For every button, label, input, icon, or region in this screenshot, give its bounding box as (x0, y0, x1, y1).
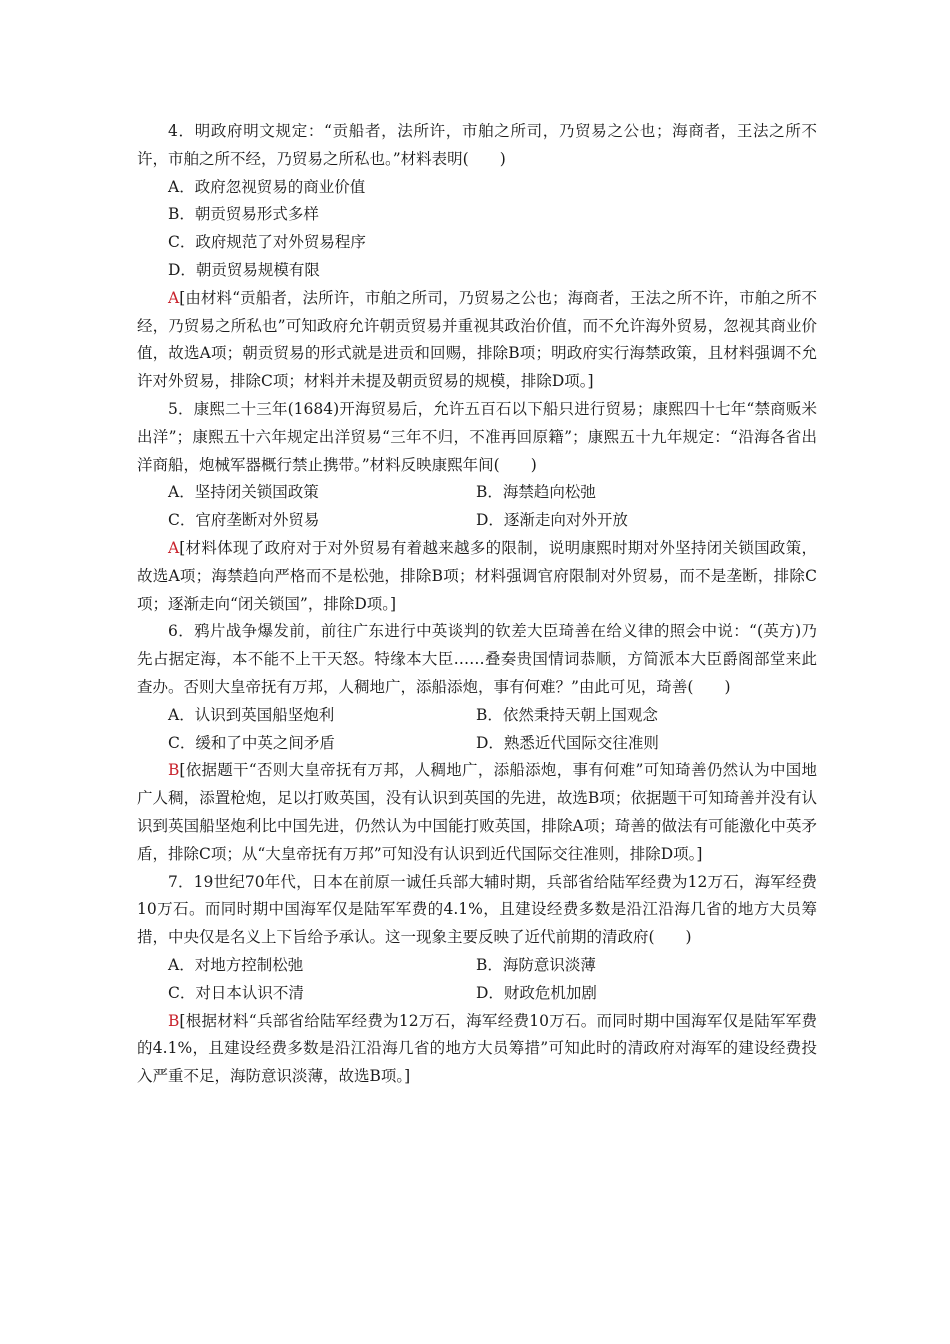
option-d: D．朝贡贸易规模有限 (168, 260, 320, 279)
option-a: A．对地方控制松弛 (168, 955, 304, 974)
explanation-text: [根据材料“兵部省给陆军经费为12万石，海军经费10万石。而同时期中国海军仅是陆军军费的4.1%，且建设经费多数是沿江沿海几省的地方大员筹措”可知此时的清政府对海军的建设经费投入严重不足，海防意识淡薄，故选B项。] (137, 1011, 817, 1086)
option-b: B．海禁趋向松弛 (476, 483, 596, 502)
question-stem: 5．康熙二十三年(1684)开海贸易后，允许五百石以下船只进行贸易；康熙四十七年“禁商贩米出洋”；康熙五十六年规定出洋贸易“三年不归，不准再回原籍”；康熙五十九年规定：“沿海各省出洋商船，炮械军器概行禁止携带。”材料反映康熙年间( ) (137, 399, 817, 474)
explanation-text: [材料体现了政府对于对外贸易有着越来越多的限制，说明康熙时期对外坚持闭关锁国政策，故选A项；海禁趋向严格而不是松弛，排除B项；材料强调官府限制对外贸易，而不是垄断，排除C项；逐渐走向“闭关锁国”，排除D项。] (137, 538, 817, 613)
option-c: C．对日本认识不清 (168, 983, 304, 1002)
option-b: B．海防意识淡薄 (476, 955, 596, 974)
option-b: B．依然秉持天朝上国观念 (476, 705, 658, 724)
option-row (137, 952, 817, 980)
question-stem: 4．明政府明文规定：“贡船者，法所许，市舶之所司，乃贸易之公也；海商者，王法之所不许，市舶之所不经，乃贸易之所私也。”材料表明( ) (137, 122, 817, 168)
question-5 (137, 396, 817, 618)
option-a: A．政府忽视贸易的商业价值 (168, 177, 366, 196)
answer-key: A (168, 288, 180, 307)
option-c: C．缓和了中英之间矛盾 (168, 733, 335, 752)
question-stem: 6．鸦片战争爆发前，前往广东进行中英谈判的钦差大臣琦善在给义律的照会中说：“(英方)乃先占据定海，本不能不上干天怒。特缘本大臣……叠奏贵国情词恭顺，方简派本大臣爵阁部堂来此查办。否则大皇帝抚有万邦，人稠地广，添船添炮，事有何难？”由此可见，琦善( ) (137, 622, 817, 696)
option-d: D．熟悉近代国际交往准则 (476, 733, 659, 752)
option-b: B．朝贡贸易形式多样 (168, 205, 319, 224)
answer-explanation (137, 535, 817, 618)
explanation-text: [由材料“贡船者，法所许，市舶之所司，乃贸易之公也；海商者，王法之所不许，市舶之所不经，乃贸易之所私也”可知政府允许朝贡贸易并重视其政治价值，而不允许海外贸易，忽视其商业价值，故选A项；朝贡贸易的形式就是进贡和回赐，排除B项；明政府实行海禁政策，且材料强调不允许对外贸易，排除C项；材料并未提及朝贡贸易的规模，排除D项。] (137, 288, 817, 391)
answer-explanation (137, 285, 817, 396)
answer-explanation (137, 757, 817, 868)
question-4 (137, 118, 817, 396)
option-d: D．逐渐走向对外开放 (476, 511, 628, 530)
answer-key: B (168, 761, 180, 780)
answer-key: A (168, 538, 180, 557)
question-stem: 7．19世纪70年代，日本在前原一诚任兵部大辅时期，兵部省给陆军经费为12万石，海军经费10万石。而同时期中国海军仅是陆军军费的4.1%，且建设经费多数是沿江沿海几省的地方大员筹措，中央仅是名义上下旨给予承认。这一现象主要反映了近代前期的清政府( ) (137, 872, 817, 947)
option-row (137, 730, 817, 758)
option-row (137, 507, 817, 535)
option-c: C．政府规范了对外贸易程序 (168, 233, 366, 252)
explanation-text: [依据题干“否则大皇帝抚有万邦，人稠地广，添船添炮，事有何难”可知琦善仍然认为中国地广人稠，添置枪炮，足以打败英国，没有认识到英国的先进，故选B项；依据题干可知琦善并没有认识到英国船坚炮利比中国先进，仍然认为中国能打败英国，排除A项；琦善的做法有可能激化中英矛盾，排除C项；从“大皇帝抚有万邦”可知没有认识到近代国际交往准则，排除D项。] (137, 761, 817, 863)
option-a: A．认识到英国船坚炮利 (168, 705, 335, 724)
question-7 (137, 869, 817, 1091)
document-body (137, 118, 817, 1091)
option-a: A．坚持闭关锁国政策 (168, 483, 319, 502)
question-6 (137, 618, 817, 868)
answer-explanation (137, 1008, 817, 1091)
option-row (137, 702, 817, 730)
option-d: D．财政危机加剧 (476, 983, 597, 1002)
option-row (137, 479, 817, 507)
answer-key: B (168, 1011, 180, 1030)
option-c: C．官府垄断对外贸易 (168, 511, 320, 530)
option-row (137, 980, 817, 1008)
